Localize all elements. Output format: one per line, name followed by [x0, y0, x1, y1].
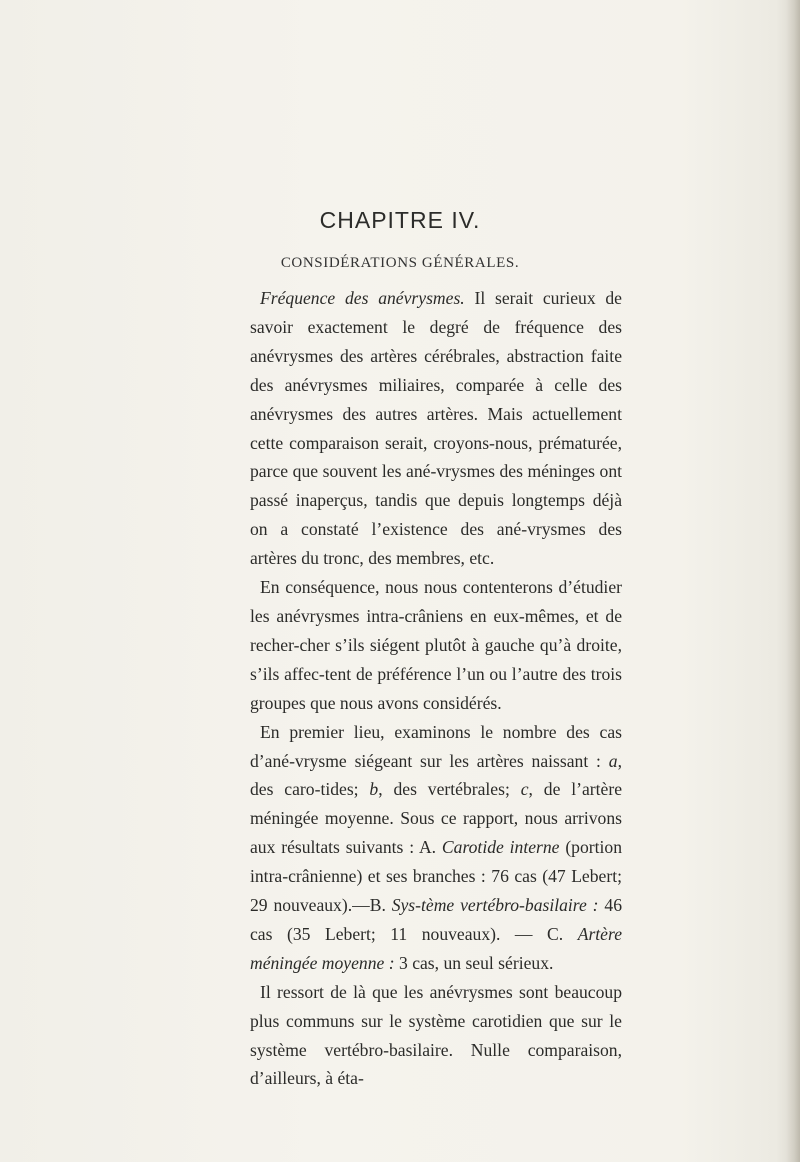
- text-run: En premier lieu, examinons le nombre des cas d’ané-vrysme siégeant sur les artères naissant :: [250, 721, 622, 771]
- paragraph-text: Il ressort de là que les anévrysmes sont beaucoup plus communs sur le système carotidien que sur le système vertébro-basilaire. Nulle comparaison, d’ailleurs, à éta-: [250, 981, 622, 1089]
- italic-carotide-interne: Carotide interne: [441, 837, 560, 858]
- paragraph-text: Il serait curieux de savoir exactement le degré de fréquence des anévrysmes des artères cérébrales, abstraction faite des anévrysmes miliaires, comparée à celle des anévrysmes des autres artères. Mais actuellement cette comparaison serait, croyons-nous, prématurée, parce que souvent les ané-vrysmes des méninges ont passé inaperçus, tandis que depuis longtemps déjà on a constaté l’existence des ané-vrysmes des artères du tronc, des membres, etc.: [250, 288, 622, 569]
- text-run: , des vertébrales;: [378, 779, 521, 800]
- paragraph-lead-italic: Fréquence des anévrysmes.: [260, 288, 465, 308]
- paragraph-text: En conséquence, nous nous contenterons d’étudier les anévrysmes intra-crâniens en eux-mêmes, et de recher-cher s’ils siégent plutôt à gauche qu’à droite, s’ils affec-tent de préférence l’un ou l’autre des trois groupes que nous avons considérés.: [250, 577, 622, 713]
- letter-a: a: [608, 750, 618, 771]
- section-title: CONSIDÉRATIONS GÉNÉRALES.: [280, 255, 520, 271]
- chapter-title: CHAPITRE IV.: [319, 207, 481, 233]
- text-run: (portion intra-crânienne) et ses branches : 76 cas (47 Lebert; 29 nouveaux).—B.: [250, 837, 622, 916]
- paragraph-consequence: [250, 573, 622, 718]
- text-run: , de l’artère méningée moyenne. Sous ce rapport, nous arrivons aux résultats suivants : A.: [250, 779, 623, 858]
- paragraph-frequence: [250, 284, 622, 573]
- text-run: 3 cas, un seul sérieux.: [394, 952, 554, 973]
- body-text: [250, 284, 622, 1093]
- text-run: 46 cas (35 Lebert; 11 nouveaux). — C.: [250, 895, 622, 944]
- page-edge-shadow: [786, 0, 800, 1162]
- italic-artere-meningee-moyenne: Artère méningée moyenne :: [250, 923, 622, 973]
- paragraph-il-ressort: [250, 978, 622, 1094]
- paragraph-premier-lieu: [250, 718, 622, 978]
- letter-c: c: [520, 779, 529, 800]
- text-run: , des caro-tides;: [250, 750, 622, 800]
- letter-b: b: [369, 779, 379, 800]
- italic-systeme-vertebro-basilaire: Sys-tème vertébro-basilaire :: [391, 895, 599, 916]
